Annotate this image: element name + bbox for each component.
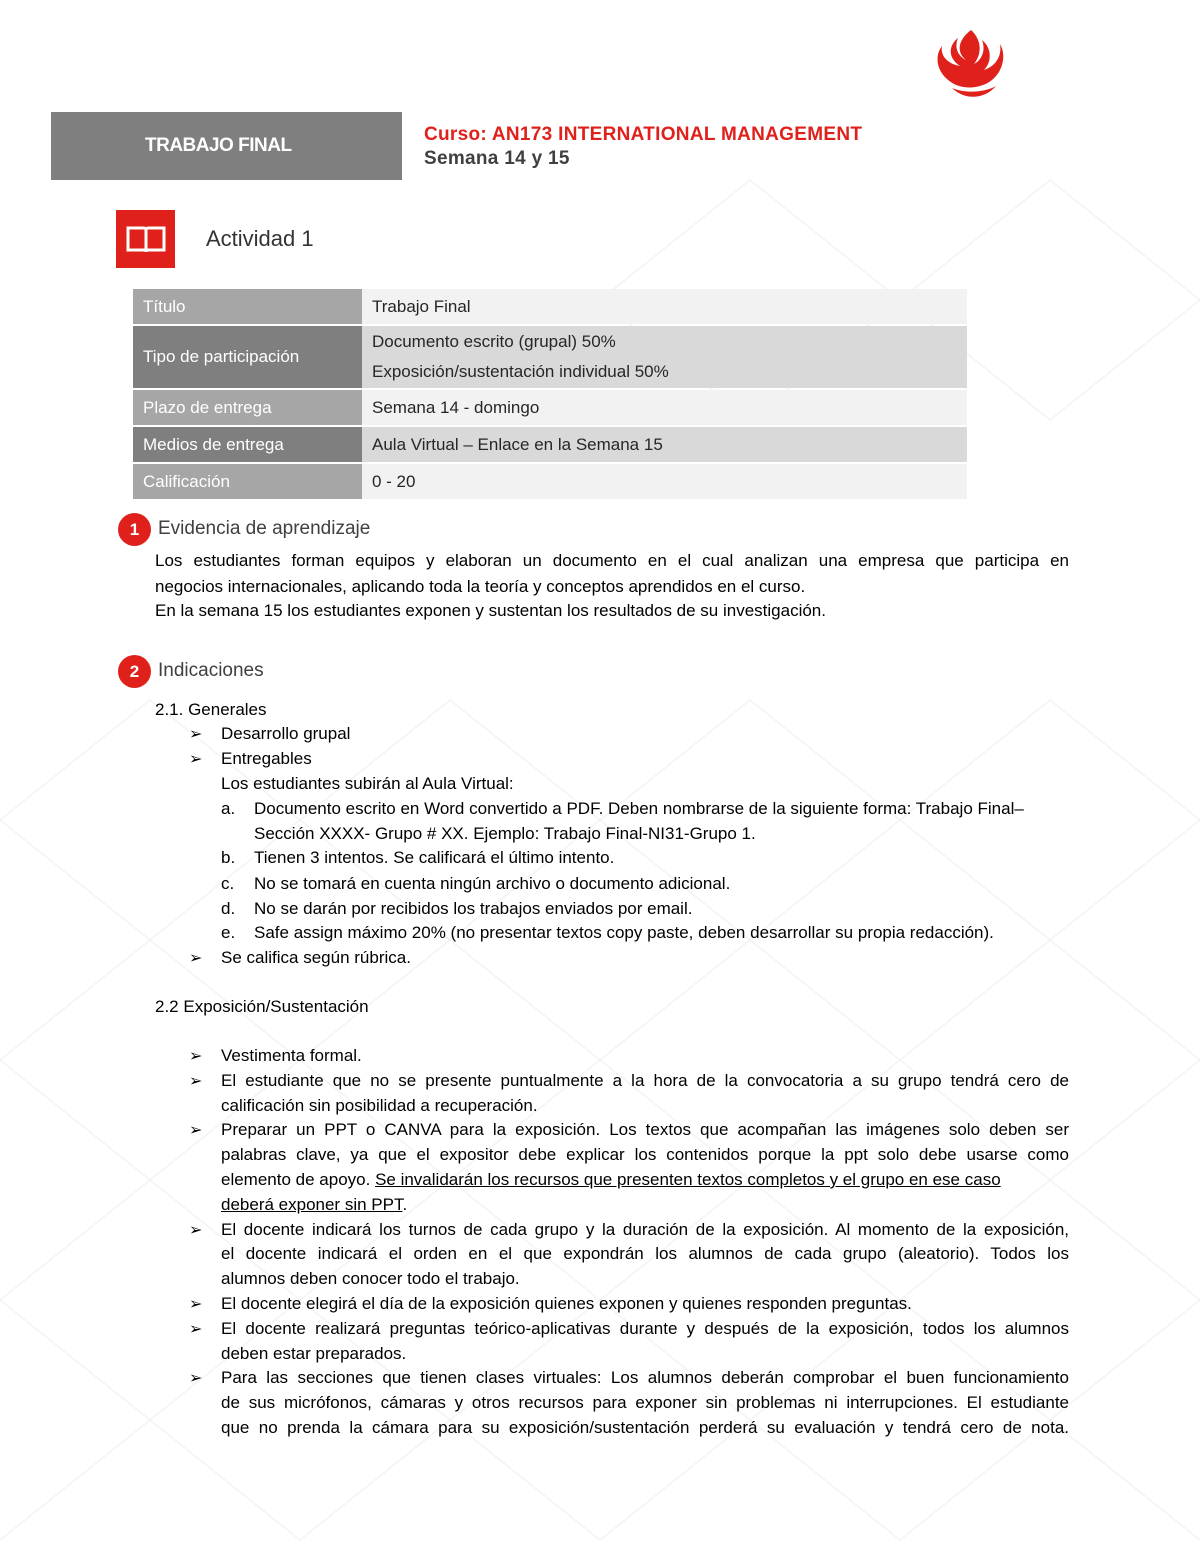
bullet-text: Se califica según rúbrica.	[221, 948, 411, 967]
row-value: Aula Virtual – Enlace en la Semana 15	[362, 427, 967, 462]
section-number-badge: 2	[118, 655, 151, 688]
arrow-bullet-icon: ➢	[189, 1222, 203, 1239]
evidence-line: Los estudiantes forman equipos y elaboran un documento en el cual analizan una empresa que participa en	[155, 551, 1069, 570]
bullet-text: El docente elegirá el día de la exposición quienes exponen y quienes responden preguntas.	[221, 1294, 912, 1313]
bullet-text: Preparar un PPT o CANVA para la exposición. Los textos que acompañan las imágenes solo deben ser	[221, 1120, 1069, 1139]
activity-icon-box	[116, 210, 175, 268]
document-type-banner: TRABAJO FINAL	[51, 112, 402, 180]
table-row	[133, 390, 967, 425]
bullet-text: deben estar preparados.	[221, 1344, 407, 1363]
row-label: Calificación	[133, 464, 362, 499]
list-item: Documento escrito en Word convertido a PDF. Deben nombrarse de la siguiente forma: Trabajo Final–	[254, 799, 1024, 818]
week-label: Semana 14 y 15	[424, 148, 570, 169]
list-letter: c.	[221, 874, 235, 893]
arrow-bullet-icon: ➢	[189, 1296, 203, 1313]
row-value: Semana 14 - domingo	[362, 390, 967, 425]
list-letter: d.	[221, 899, 236, 918]
arrow-bullet-icon: ➢	[189, 1321, 203, 1338]
row-value: Trabajo Final	[362, 289, 967, 324]
list-letter: b.	[221, 848, 236, 867]
arrow-bullet-icon: ➢	[189, 1122, 203, 1139]
bullet-text: que no prenda la cámara para su exposición/sustentación perderá su evaluación y tendrá cero de nota.	[221, 1418, 1069, 1437]
bullet-text: El estudiante que no se presente puntualmente a la hora de la convocatoria a su grupo tendrá cero de	[221, 1071, 1069, 1090]
bullet-text-underlined: Se invalidarán los recursos que presenten textos completos y el grupo en ese caso	[375, 1170, 1001, 1189]
bullet-text	[221, 1192, 407, 1217]
arrow-bullet-icon: ➢	[189, 950, 203, 967]
bullet-text: calificación sin posibilidad a recuperación.	[221, 1096, 538, 1115]
bullet-text: Entregables	[221, 749, 312, 768]
subsection-heading: 2.2 Exposición/Sustentación	[155, 997, 369, 1016]
bullet-text: el docente indicará el orden en el que expondrán los alumnos de cada grupo (aleatorio). Todos los	[221, 1244, 1069, 1263]
list-item: Safe assign máximo 20% (no presentar textos copy paste, deben desarrollar su propia redacción).	[254, 923, 994, 942]
bullet-text: Desarrollo grupal	[221, 724, 351, 743]
bullet-text: El docente indicará los turnos de cada grupo y la duración de la exposición. Al momento de la exposición,	[221, 1220, 1069, 1239]
bullet-text: alumnos deben conocer todo el trabajo.	[221, 1269, 520, 1288]
arrow-bullet-icon: ➢	[189, 751, 203, 768]
row-label: Medios de entrega	[133, 427, 362, 462]
bullet-text	[221, 1167, 1069, 1192]
row-value-line: Exposición/sustentación individual 50%	[372, 362, 669, 381]
bullet-text: Vestimenta formal.	[221, 1046, 362, 1065]
arrow-bullet-icon: ➢	[189, 1370, 203, 1387]
bullet-text-plain: .	[402, 1195, 408, 1214]
activity-info-table	[133, 287, 967, 501]
evidence-line: negocios internacionales, aplicando toda la teoría y conceptos aprendidos en el curso.	[155, 577, 806, 596]
bullet-text: palabras clave, ya que el expositor debe explicar los contenidos porque la ppt solo debe usarse como	[221, 1145, 1069, 1164]
row-value-line: Documento escrito (grupal) 50%	[372, 332, 616, 351]
section-title: Evidencia de aprendizaje	[158, 518, 371, 539]
row-label: Tipo de participación	[133, 326, 362, 388]
bullet-text-underlined: deberá exponer sin PPT	[221, 1195, 403, 1214]
section-number-badge: 1	[118, 513, 151, 546]
table-row	[133, 326, 967, 388]
bullet-text: de sus micrófonos, cámaras y otros recursos para exponer sin problemas ni interrupciones. El estudiante	[221, 1393, 1069, 1412]
row-label: Título	[133, 289, 362, 324]
open-book-icon	[126, 224, 166, 254]
arrow-bullet-icon: ➢	[189, 726, 203, 743]
table-row	[133, 289, 967, 324]
list-item: No se darán por recibidos los trabajos enviados por email.	[254, 899, 693, 918]
activity-title: Actividad 1	[206, 226, 314, 251]
table-row	[133, 464, 967, 499]
bullet-text: El docente realizará preguntas teórico-aplicativas durante y después de la exposición, todos los alumnos	[221, 1319, 1069, 1338]
bullet-text-plain: elemento de apoyo.	[221, 1170, 376, 1189]
list-item: Sección XXXX- Grupo # XX. Ejemplo: Trabajo Final-NI31-Grupo 1.	[254, 824, 756, 843]
deliverables-intro: Los estudiantes subirán al Aula Virtual:	[221, 774, 514, 793]
row-value: 0 - 20	[362, 464, 967, 499]
subsection-heading: 2.1. Generales	[155, 700, 267, 719]
list-letter: e.	[221, 923, 236, 942]
list-letter: a.	[221, 799, 236, 818]
arrow-bullet-icon: ➢	[189, 1073, 203, 1090]
bullet-text: Para las secciones que tienen clases virtuales: Los alumnos deberán comprobar el buen funcionamiento	[221, 1368, 1069, 1387]
list-item: Tienen 3 intentos. Se calificará el último intento.	[254, 848, 615, 867]
section-title: Indicaciones	[158, 660, 264, 681]
row-label: Plazo de entrega	[133, 390, 362, 425]
university-logo	[930, 26, 1012, 106]
evidence-line: En la semana 15 los estudiantes exponen y sustentan los resultados de su investigación.	[155, 601, 826, 620]
table-row	[133, 427, 967, 462]
row-value	[362, 326, 967, 388]
arrow-bullet-icon: ➢	[189, 1048, 203, 1065]
list-item: No se tomará en cuenta ningún archivo o documento adicional.	[254, 874, 731, 893]
course-title: Curso: AN173 INTERNATIONAL MANAGEMENT	[424, 124, 863, 145]
